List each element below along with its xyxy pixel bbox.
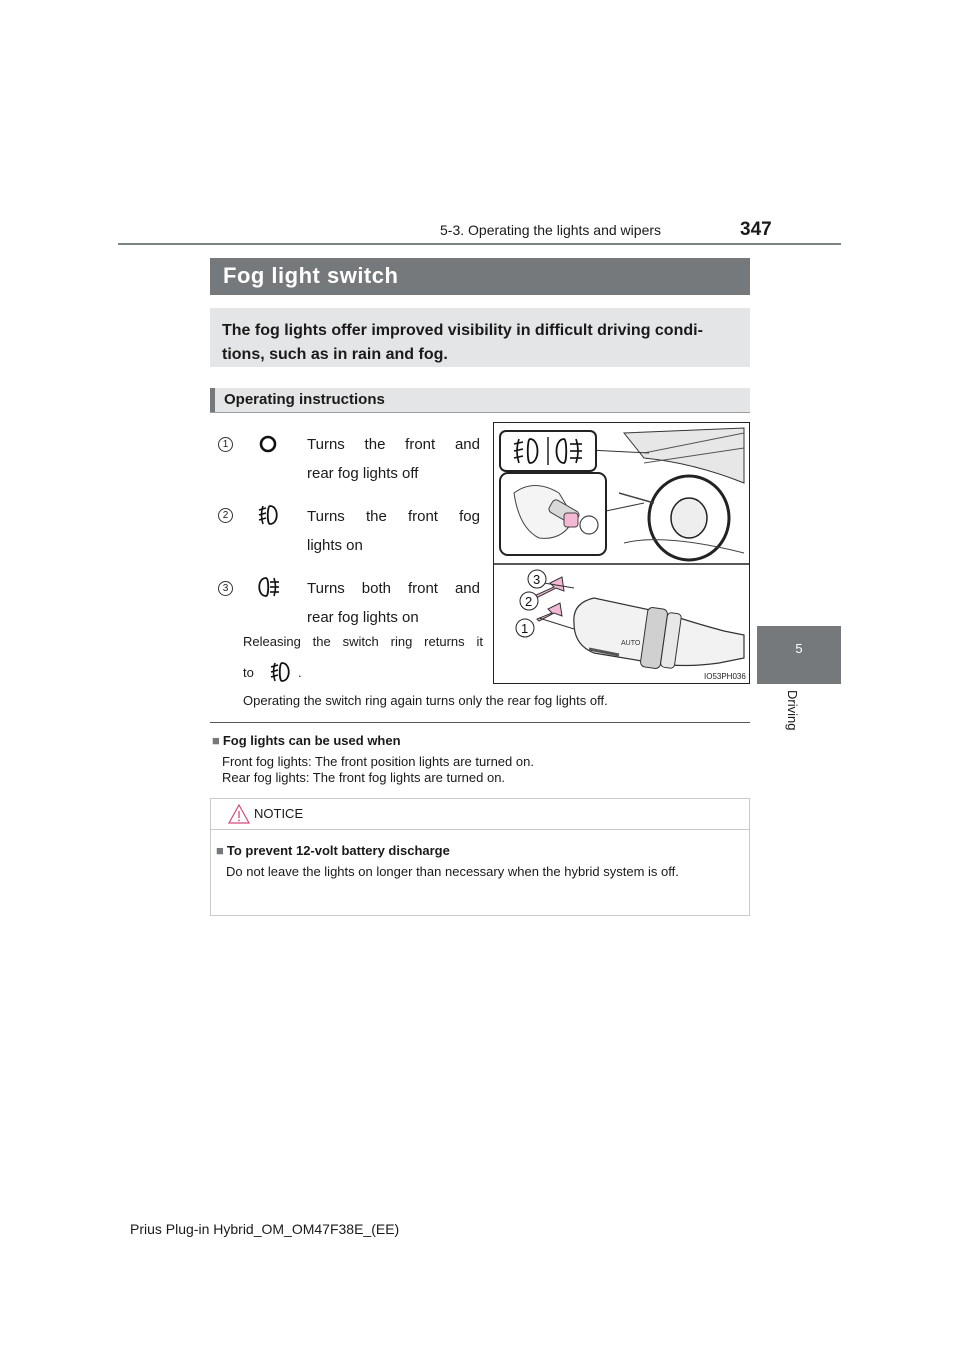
chapter-label: Driving	[785, 690, 800, 731]
lights-off-icon	[257, 434, 279, 454]
release-note-to: to	[243, 665, 254, 680]
front-fog-light-icon	[268, 660, 294, 684]
figure-illustration	[494, 423, 749, 683]
intro-text: The fog lights offer improved visibility in difficult driving condi-tions, such as in rain and fog.	[222, 322, 703, 363]
notice-box	[210, 798, 750, 916]
figure-callout-1: 1	[521, 621, 529, 636]
warning-icon	[227, 803, 251, 825]
step-1-line-2: rear fog lights off	[307, 465, 419, 482]
step-number-3: 3	[218, 581, 233, 596]
step-2-line-2: lights on	[307, 537, 363, 554]
header-divider	[118, 243, 841, 245]
release-note-line-1: Releasing the switch ring returns it	[243, 634, 483, 649]
figure-callout-2: 2	[525, 594, 533, 609]
notice-subheading	[216, 843, 450, 858]
notice-body: Do not leave the lights on longer than necessary when the hybrid system is off.	[226, 864, 679, 879]
chapter-number: 5	[795, 641, 803, 656]
step-1-line-1: Turns the front and	[307, 436, 480, 453]
footer-doc-id: Prius Plug-in Hybrid_OM_OM47F38E_(EE)	[130, 1221, 400, 1237]
reference-line-1: Front fog lights: The front position lights are turned on.	[222, 754, 534, 769]
notice-subheading-text: To prevent 12-volt battery discharge	[226, 843, 450, 858]
figure-callout-3: 3	[533, 572, 541, 587]
notice-header	[211, 799, 749, 830]
subsection-divider	[210, 412, 750, 413]
step-3-line-1: Turns both front and	[307, 580, 480, 597]
intro-box	[210, 308, 750, 367]
again-note: Operating the switch ring again turns only the rear fog lights off.	[243, 693, 608, 708]
figure-code: IO53PH036	[704, 672, 746, 681]
reference-divider	[210, 722, 750, 723]
switch-auto-label: AUTO	[621, 640, 641, 647]
reference-line-2: Rear fog lights: The front fog lights are turned on.	[222, 770, 506, 785]
step-3-line-2: rear fog lights on	[307, 609, 419, 626]
page-number: 347	[740, 219, 772, 240]
section-reference: 5-3. Operating the lights and wipers	[440, 222, 662, 238]
fog-switch-figure	[493, 422, 750, 684]
step-2-text	[307, 502, 480, 560]
reference-heading	[212, 733, 401, 748]
reference-heading-text: Fog lights can be used when	[222, 733, 401, 748]
square-bullet-icon: ■	[216, 843, 224, 858]
front-rear-fog-light-icon	[256, 575, 282, 599]
notice-title: NOTICE	[254, 806, 304, 821]
chapter-tab	[757, 626, 841, 684]
square-bullet-icon: ■	[212, 733, 220, 748]
step-number-1: 1	[218, 437, 233, 452]
front-fog-light-icon	[256, 503, 282, 527]
step-1-text	[307, 430, 480, 488]
step-2-line-1: Turns the front fog	[307, 508, 480, 525]
release-note-period: .	[298, 665, 302, 680]
subsection-heading: Operating instructions	[210, 388, 750, 413]
page-title: Fog light switch	[210, 258, 750, 295]
step-number-2: 2	[218, 508, 233, 523]
step-3-text	[307, 574, 480, 632]
